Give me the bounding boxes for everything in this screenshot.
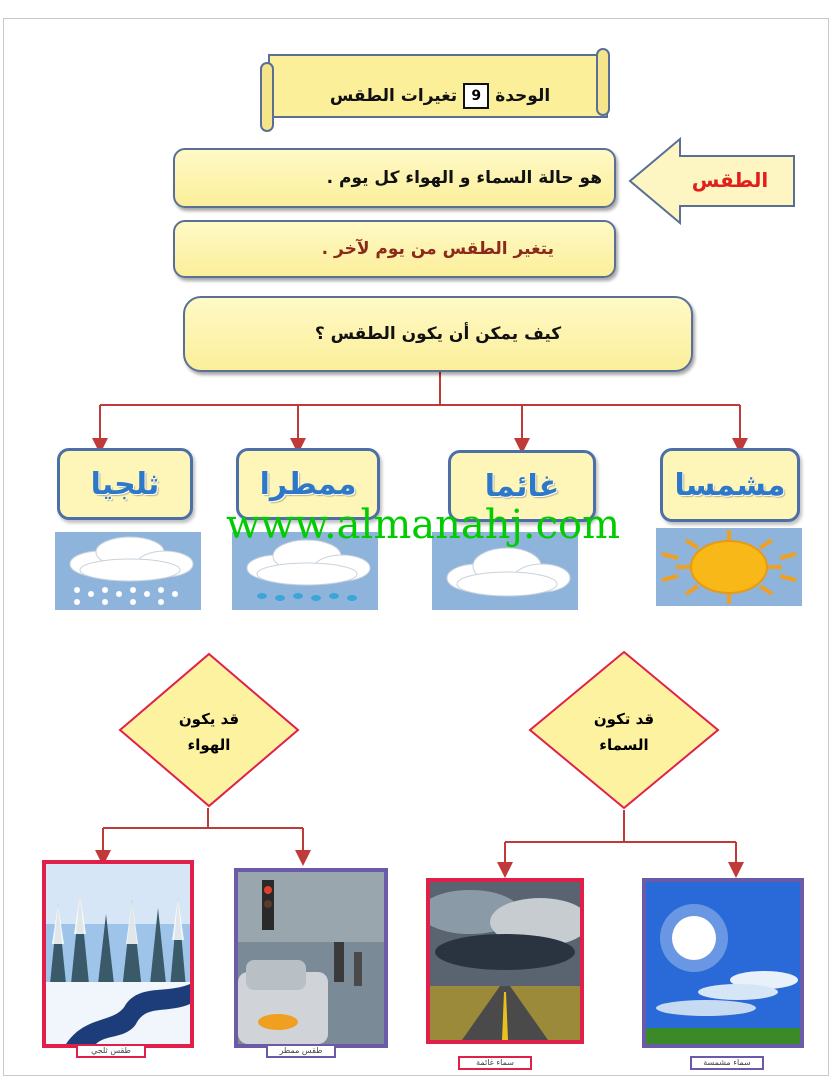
caption-rainy: طقس ممطر	[266, 1044, 336, 1058]
fact-box	[173, 220, 616, 278]
unit-number: 9	[463, 83, 489, 109]
photo-snowy-forest	[42, 860, 194, 1048]
fact-text: يتغير الطقس من يوم لآخر .	[321, 239, 554, 259]
label-snowy	[57, 448, 193, 520]
watermark: www.almanahj.com	[226, 502, 621, 548]
cloudy-road-image	[430, 882, 580, 1040]
photo-cloudy-road	[426, 878, 584, 1044]
sun-icon	[656, 528, 802, 606]
definition-box	[173, 148, 616, 208]
diamond-sky-text: قد تكون السماء	[593, 710, 655, 754]
unit-title	[285, 72, 595, 120]
photo-rainy-street	[234, 868, 388, 1048]
diamond-air-text: قد يكون الهواء	[178, 710, 240, 754]
definition-text: هو حالة السماء و الهواء كل يوم .	[326, 168, 602, 188]
label-rainy-text: ممطرا	[259, 466, 357, 502]
label-sunny-text: مشمسا	[674, 467, 786, 503]
unit-label: الوحدة	[495, 86, 551, 106]
label-sunny	[660, 448, 800, 522]
rainy-street-image	[238, 872, 384, 1044]
snowy-forest-image	[46, 864, 190, 1044]
question-text: كيف يمكن أن يكون الطقس ؟	[314, 324, 562, 344]
sunny-sky-image	[646, 882, 800, 1044]
caption-sunny: سماء مشمسة	[690, 1056, 764, 1070]
snow-icon	[55, 532, 201, 610]
question-box	[183, 296, 693, 372]
definition-term: الطقس	[691, 168, 769, 192]
label-snowy-text: ثلجيا	[90, 466, 160, 502]
unit-name: تغيرات الطقس	[329, 86, 458, 106]
label-cloudy-text: غائما	[484, 468, 560, 504]
caption-cloudy: سماء غائمة	[458, 1056, 532, 1070]
photo-sunny-sky	[642, 878, 804, 1048]
caption-snowy: طقس ثلجي	[76, 1044, 146, 1058]
